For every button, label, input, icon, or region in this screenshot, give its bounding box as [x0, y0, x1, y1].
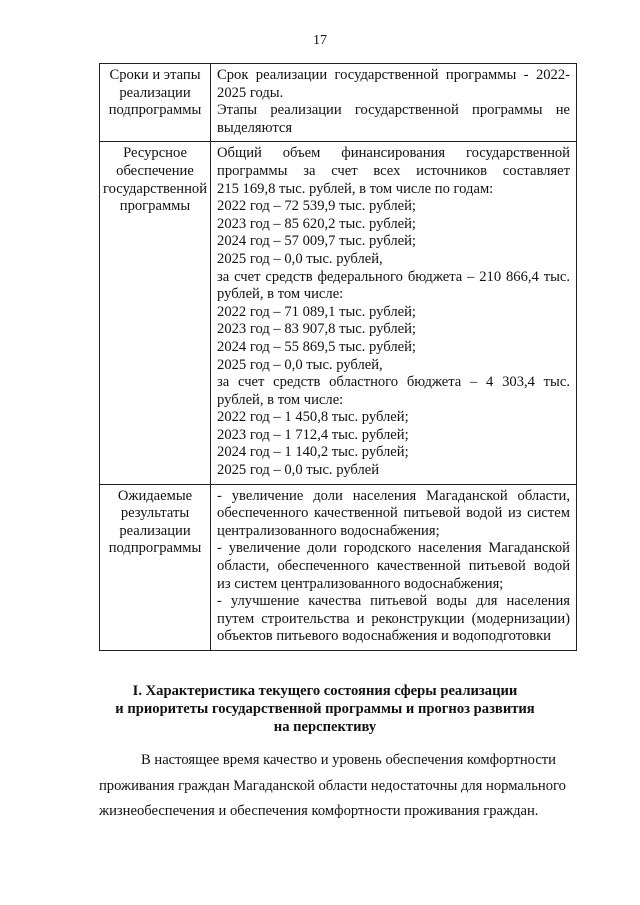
row-label-line: подпрограммы — [108, 540, 202, 557]
table-row — [100, 64, 577, 142]
row-value-line: централизованного водоснабжения; — [217, 522, 440, 539]
row-label-line: Сроки и этапы — [109, 67, 201, 83]
row-value-line: 2025 год – 0,0 тыс. рублей, — [217, 356, 383, 373]
row-value-line: 2025 год – 0,0 тыс. рублей — [217, 462, 380, 479]
row-value-line: за счет средств федерального бюджета – 210 866,4 тыс. — [217, 268, 570, 285]
row-value-line: программы за счет всех источников составляет — [217, 162, 570, 179]
row-value-line: - улучшение качества питьевой воды для населения — [217, 593, 570, 610]
row-value-cell — [211, 484, 577, 650]
row-value-line: объектов питьевого водоснабжения и водоподготовки — [217, 628, 551, 645]
page-number: 17 — [313, 33, 327, 48]
row-label-line: результаты — [120, 505, 190, 522]
row-value-line: 2022 год – 72 539,9 тыс. рублей; — [217, 198, 416, 215]
row-value-line: путем строительства и реконструкции (модернизации) — [217, 610, 570, 627]
row-label-line: государственной — [103, 180, 208, 197]
row-value-line: 2024 год – 57 009,7 тыс. рублей; — [217, 233, 416, 250]
section-title-line: I. Характеристика текущего состояния сферы реализации — [132, 683, 518, 699]
section-title-line: на перспективу — [273, 719, 377, 735]
row-value-line: из систем централизованного водоснабжения; — [217, 575, 504, 592]
row-label-line: программы — [119, 198, 191, 215]
row-label-line: реализации — [119, 522, 191, 539]
paragraph-line: В настоящее время качество и уровень обеспечения комфортности — [141, 752, 556, 768]
row-value-line: 2024 год – 1 140,2 тыс. рублей; — [217, 444, 409, 461]
row-label-line: подпрограммы — [108, 102, 202, 119]
row-label-line: Ожидаемые — [117, 487, 193, 504]
row-label-line: Ресурсное — [123, 145, 187, 162]
row-value-line: 2022 год – 71 089,1 тыс. рублей; — [217, 303, 416, 320]
row-value-cell — [211, 142, 577, 484]
row-value-cell — [211, 64, 577, 142]
row-value-line: 2023 год – 83 907,8 тыс. рублей; — [217, 321, 416, 338]
section-title-line: и приоритеты государственной программы и прогноз развития — [115, 701, 535, 717]
table-row — [100, 142, 577, 484]
row-value-line: 2024 год – 55 869,5 тыс. рублей; — [217, 338, 416, 355]
row-value-line: 2023 год – 85 620,2 тыс. рублей; — [217, 215, 416, 232]
row-value-line: области, обеспеченного качественной питьевой водой — [217, 558, 570, 575]
row-value-line: 2025 годы. — [217, 84, 284, 101]
row-label-line: реализации — [119, 84, 191, 101]
body-paragraph — [99, 748, 569, 825]
paragraph-line: проживания граждан Магаданской области недостаточны для нормального — [99, 777, 566, 794]
row-label-cell — [100, 142, 211, 484]
row-value-line: 215 169,8 тыс. рублей, в том числе по годам: — [217, 180, 494, 197]
row-value-line: - увеличение доли населения Магаданской области, — [217, 487, 570, 504]
row-value-line: обеспеченного качественной питьевой водой из систем — [217, 505, 570, 522]
row-value-line: выделяются — [217, 119, 293, 136]
row-value-line: Общий объем финансирования государственной — [217, 145, 570, 162]
program-passport-table — [99, 63, 577, 651]
section-title — [90, 682, 560, 736]
row-value-line: за счет средств областного бюджета – 4 303,4 тыс. — [217, 374, 570, 391]
row-value-line: 2022 год – 1 450,8 тыс. рублей; — [217, 409, 409, 426]
row-value-line: Срок реализации государственной программы - 2022- — [217, 67, 570, 83]
row-label-cell — [100, 64, 211, 142]
row-value-line: рублей, в том числе: — [217, 391, 344, 408]
row-label-line: обеспечение — [116, 162, 194, 179]
row-value-line: рублей, в том числе: — [217, 286, 344, 303]
table-row — [100, 484, 577, 650]
row-value-line: 2025 год – 0,0 тыс. рублей, — [217, 250, 383, 267]
row-label-cell — [100, 484, 211, 650]
row-value-line: 2023 год – 1 712,4 тыс. рублей; — [217, 426, 409, 443]
paragraph-line: жизнеобеспечения и обеспечения комфортности проживания граждан. — [99, 803, 539, 819]
row-value-line: Этапы реализации государственной программы не — [217, 102, 570, 119]
row-value-line: - увеличение доли городского населения Магаданской — [217, 540, 570, 557]
